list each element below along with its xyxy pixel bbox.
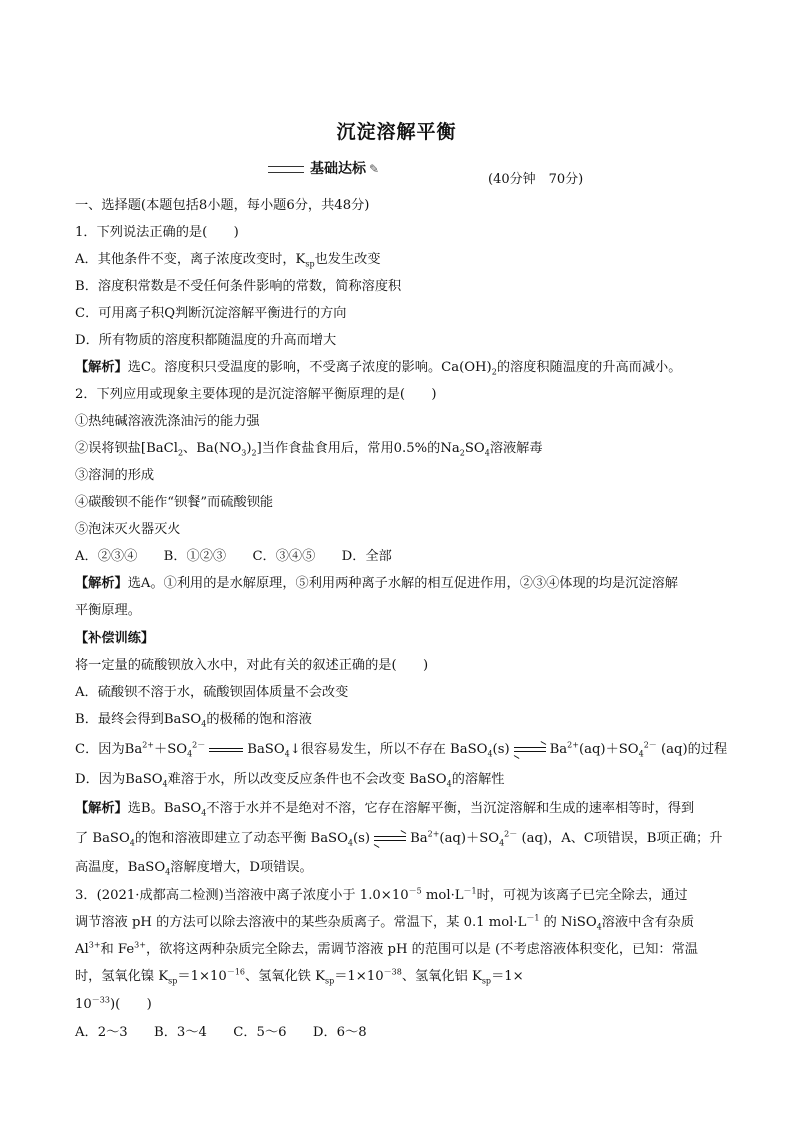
question-2-item-1: ①热纯碱溶液洗涤油污的能力强 bbox=[75, 414, 260, 429]
extra-practice-tag: 【补偿训练】 bbox=[75, 631, 155, 646]
question-2-answer-line-1: 【解析】选A。①利用的是水解原理，⑤利用两种离子水解的相互促进作用，②③④体现的均是沉淀溶解 bbox=[75, 576, 678, 591]
question-2-item-2: ②误将钡盐[BaCl$_2$、$Ba(NO_3)_2$]当作食盐食用后，常用0.5%的$Na_2SO_4$溶液解毒 bbox=[75, 441, 543, 458]
section-heading bbox=[268, 158, 379, 178]
page-title: 沉淀溶解平衡 bbox=[336, 121, 457, 143]
double-line-decoration bbox=[268, 166, 304, 173]
extra-option-b: B．最终会得到BaSO$_4$的极稀的饱和溶液 bbox=[75, 712, 312, 729]
question-3-line-1: 3．(2021·成都高二检测)当溶液中离子浓度小于 $1.0\times 10^{-5}$ $mol\cdot L^{-1}$时，可视为该离子已完全除去，通过 bbox=[75, 886, 688, 903]
question-2-item-5: ⑤泡沫灭火器灭火 bbox=[75, 522, 181, 537]
question-3-line-3: $Al^{3+}$和 $Fe^{3+}$，欲将这两种杂质完全除去，需调节溶液 pH 的范围可以是 (不考虑溶液体积变化，已知：常温 bbox=[75, 940, 698, 957]
equilibrium-arrow-icon bbox=[374, 835, 406, 843]
equals-sign-icon bbox=[209, 747, 243, 753]
equilibrium-arrow-icon bbox=[514, 746, 546, 754]
question-1-option-d: D．所有物质的溶度积都随温度的升高而增大 bbox=[75, 333, 337, 348]
question-2-options: A．②③④ B．①②③ C．③④⑤ D．全部 bbox=[75, 549, 392, 564]
time-score-info: (40分钟 70分) bbox=[488, 172, 584, 187]
part-heading: 一、选择题(本题包括8小题，每小题6分，共48分) bbox=[75, 198, 370, 213]
question-1-option-c: C．可用离子积Q判断沉淀溶解平衡进行的方向 bbox=[75, 306, 347, 321]
question-1-option-b: B．溶度积常数是不受任何条件影响的常数，简称溶度积 bbox=[75, 279, 402, 294]
question-2-stem: 2．下列应用或现象主要体现的是沉淀溶解平衡原理的是( ) bbox=[75, 387, 437, 402]
question-3-line-4: 时，氢氧化镍 $K_{sp}=1\times 10^{-16}$、氢氧化铁 $K_{sp}=1\times 10^{-38}$、氢氧化铝 $K_{sp}=1\times$ bbox=[75, 967, 524, 986]
extra-option-a: A．硫酸钡不溶于水，硫酸钡固体质量不会改变 bbox=[75, 685, 349, 700]
extra-option-d: D．因为BaSO$_4$难溶于水，所以改变反应条件也不会改变 BaSO$_4$的溶解性 bbox=[75, 772, 505, 789]
question-3-options: A．2～3 B．3～4 C．5～6 D．6～8 bbox=[75, 1025, 367, 1040]
extra-answer-line-2: 了 BaSO$_4$的饱和溶液即建立了动态平衡 BaSO$_4$(s) $Ba^{2+}(aq)+SO_4^{2-}$ (aq)，A、C项错误，B项正确；升 bbox=[75, 829, 723, 848]
extra-answer-line-3: 高温度，BaSO$_4$溶解度增大，D项错误。 bbox=[75, 860, 313, 877]
extra-answer-line-1: 【解析】选B。BaSO$_4$不溶于水并不是绝对不溶，它存在溶解平衡，当沉淀溶解和生成的速率相等时，得到 bbox=[75, 801, 695, 818]
question-2-item-3: ③溶洞的形成 bbox=[75, 468, 155, 483]
question-1-answer: 【解析】选C。溶度积只受温度的影响，不受离子浓度的影响。$Ca(OH)_2$的溶度积随温度的升高而减小。 bbox=[75, 360, 682, 377]
section-label: 基础达标 bbox=[310, 161, 366, 177]
question-3-line-5: $10^{-33}$)( ) bbox=[75, 995, 152, 1012]
question-2-item-4: ④碳酸钡不能作“钡餐”而硫酸钡能 bbox=[75, 495, 274, 510]
question-2-answer-line-2: 平衡原理。 bbox=[75, 603, 141, 618]
extra-stem: 将一定量的硫酸钡放入水中，对此有关的叙述正确的是( ) bbox=[75, 658, 429, 673]
question-1-stem: 1．下列说法正确的是( ) bbox=[75, 225, 239, 240]
question-1-option-a: A．其他条件不变，离子浓度改变时，$K_{sp}$也发生改变 bbox=[75, 252, 381, 269]
pen-icon: ✎ bbox=[369, 162, 380, 176]
question-3-line-2: 调节溶液 pH 的方法可以除去溶液中的某些杂质离子。常温下，某 0.1 $mol\cdot L^{-1}$ 的 NiSO$_4$溶液中含有杂质 bbox=[75, 913, 695, 932]
extra-option-c: C．因为$Ba^{2+}+SO_4^{2-}$ BaSO$_4$↓很容易发生，所以不存在 BaSO$_4$(s) $Ba^{2+}(aq)+SO_4^{2-}$ (aq)的过程 bbox=[75, 740, 728, 759]
